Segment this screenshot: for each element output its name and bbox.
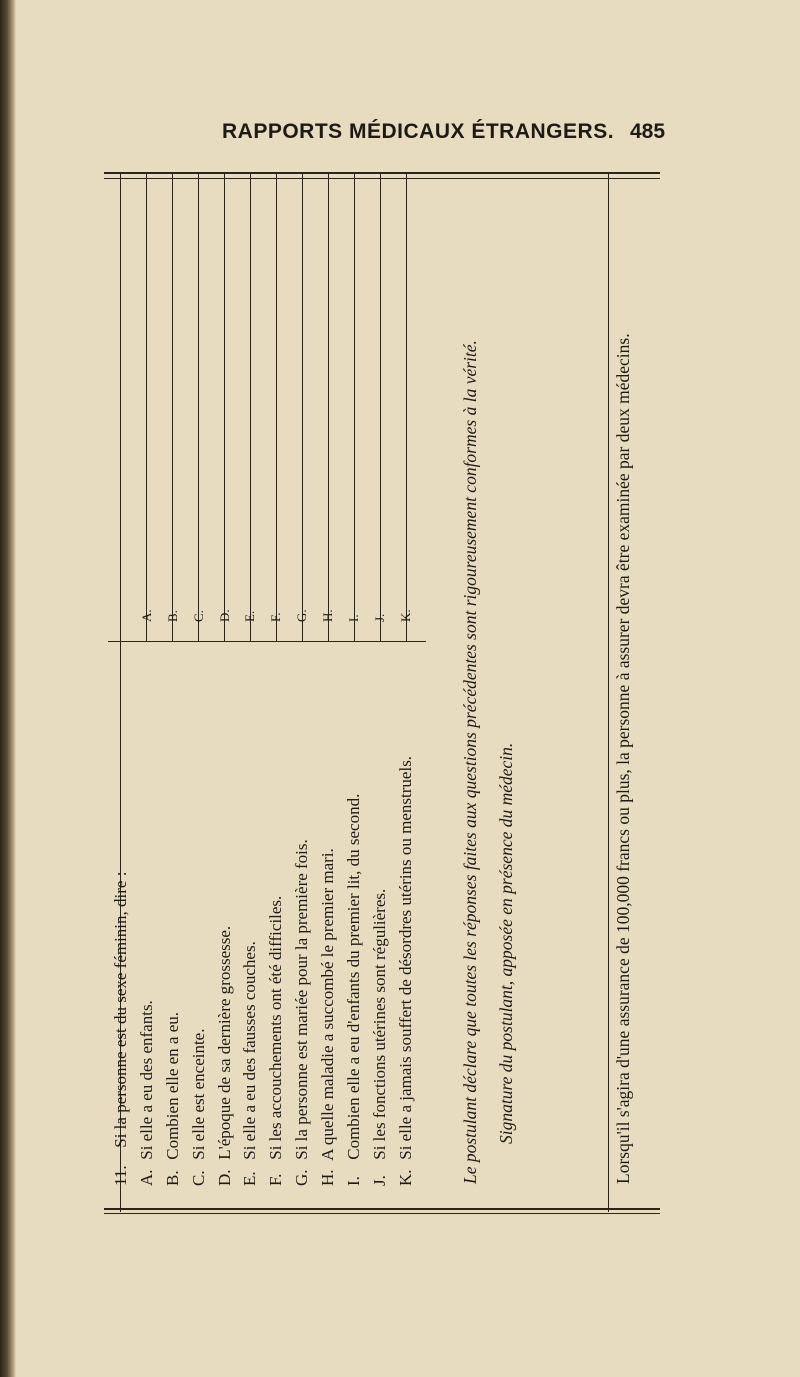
signature-line: Signature du postulant, apposée en présence du médecin.: [496, 742, 516, 1144]
question-letter: F.: [266, 1173, 286, 1186]
question-letter: G.: [292, 1169, 312, 1186]
answer-letter: B.: [164, 610, 180, 622]
answer-letter: C.: [190, 610, 206, 622]
question-item: [393, 756, 419, 1186]
question-number: 11.: [111, 1165, 130, 1186]
question-item: [212, 756, 238, 1186]
question-text: Combien elle a eu d'enfants du premier lit, du second.: [344, 793, 364, 1160]
book-gutter-shadow: [0, 0, 16, 1377]
answer-letter: A.: [138, 609, 154, 622]
question-letter: C.: [188, 1170, 208, 1186]
question-letter: B.: [162, 1170, 182, 1186]
column-separator: [172, 172, 173, 642]
running-title: RAPPORTS MÉDICAUX ÉTRANGERS.: [222, 120, 615, 143]
question-text: Si la personne est du sexe féminin, dire :: [111, 871, 130, 1148]
answer-letter: J.: [371, 613, 387, 622]
page-number: 485: [630, 120, 666, 143]
table-border-right: [608, 172, 609, 1212]
question-text: Si la personne est mariée pour la première fois.: [292, 839, 312, 1160]
question-item: [237, 756, 263, 1186]
question-text: Si elle a jamais souffert de désordres utérins ou menstruels.: [395, 755, 415, 1160]
declaration-text: Le postulant déclare que toutes les réponses faites aux questions précédentes sont rigoureusement conformes à la vérité.: [460, 340, 480, 1184]
column-separator: [380, 172, 381, 642]
question-item: [134, 756, 160, 1186]
answer-column: [134, 609, 419, 622]
column-separator: [146, 172, 147, 642]
question-item: [341, 756, 367, 1186]
question-letter: H.: [318, 1169, 338, 1186]
question-text: Si elle a eu des enfants.: [136, 1000, 156, 1160]
question-text: Combien elle en a eu.: [162, 1011, 182, 1160]
answer-letter: H.: [320, 609, 336, 622]
bottom-rule-inner: [104, 1213, 660, 1214]
question-item: [160, 756, 186, 1186]
column-separator: [276, 172, 277, 642]
answer-letter: F.: [268, 612, 284, 622]
question-letter: E.: [240, 1171, 260, 1186]
question-list: [108, 756, 419, 1186]
answer-letter: G.: [294, 609, 310, 622]
question-item: [367, 756, 393, 1186]
question-intro: [108, 756, 134, 1186]
answer-letter: E.: [242, 610, 258, 622]
column-separator: [328, 172, 329, 642]
column-separator: [224, 172, 225, 642]
question-text: L'époque de sa dernière grossesse.: [214, 925, 234, 1160]
answer-letter: K.: [397, 609, 413, 622]
column-separator: [354, 172, 355, 642]
question-letter: A.: [136, 1169, 156, 1186]
answer-column-divider: [108, 641, 426, 642]
rotated-questionnaire-block: [108, 172, 661, 1212]
footer-note: Lorsqu'il s'agira d'une assurance de 100,000 francs ou plus, la personne à assurer devra être examinée par deux médecins.: [613, 333, 633, 1184]
column-separator: [302, 172, 303, 642]
question-item: [263, 756, 289, 1186]
question-letter: J.: [369, 1175, 389, 1186]
question-text: A quelle maladie a succombé le premier mari.: [318, 848, 338, 1161]
question-text: Si elle a eu des fausses couches.: [240, 941, 260, 1160]
question-text: Si elle est enceinte.: [188, 1028, 208, 1160]
question-item: [186, 756, 212, 1186]
column-separator: [198, 172, 199, 642]
question-letter: K.: [395, 1169, 415, 1186]
answer-letter: I.: [346, 614, 362, 622]
question-letter: I.: [344, 1176, 364, 1186]
answer-letter: D.: [216, 609, 232, 622]
column-separator: [406, 172, 407, 642]
question-text: Si les fonctions utérines sont régulières.: [369, 888, 389, 1160]
question-text: Si les accouchements ont été difficiles.: [266, 895, 286, 1160]
column-separator: [250, 172, 251, 642]
question-item: [289, 756, 315, 1186]
question-letter: D.: [214, 1169, 234, 1186]
question-item: [315, 756, 341, 1186]
